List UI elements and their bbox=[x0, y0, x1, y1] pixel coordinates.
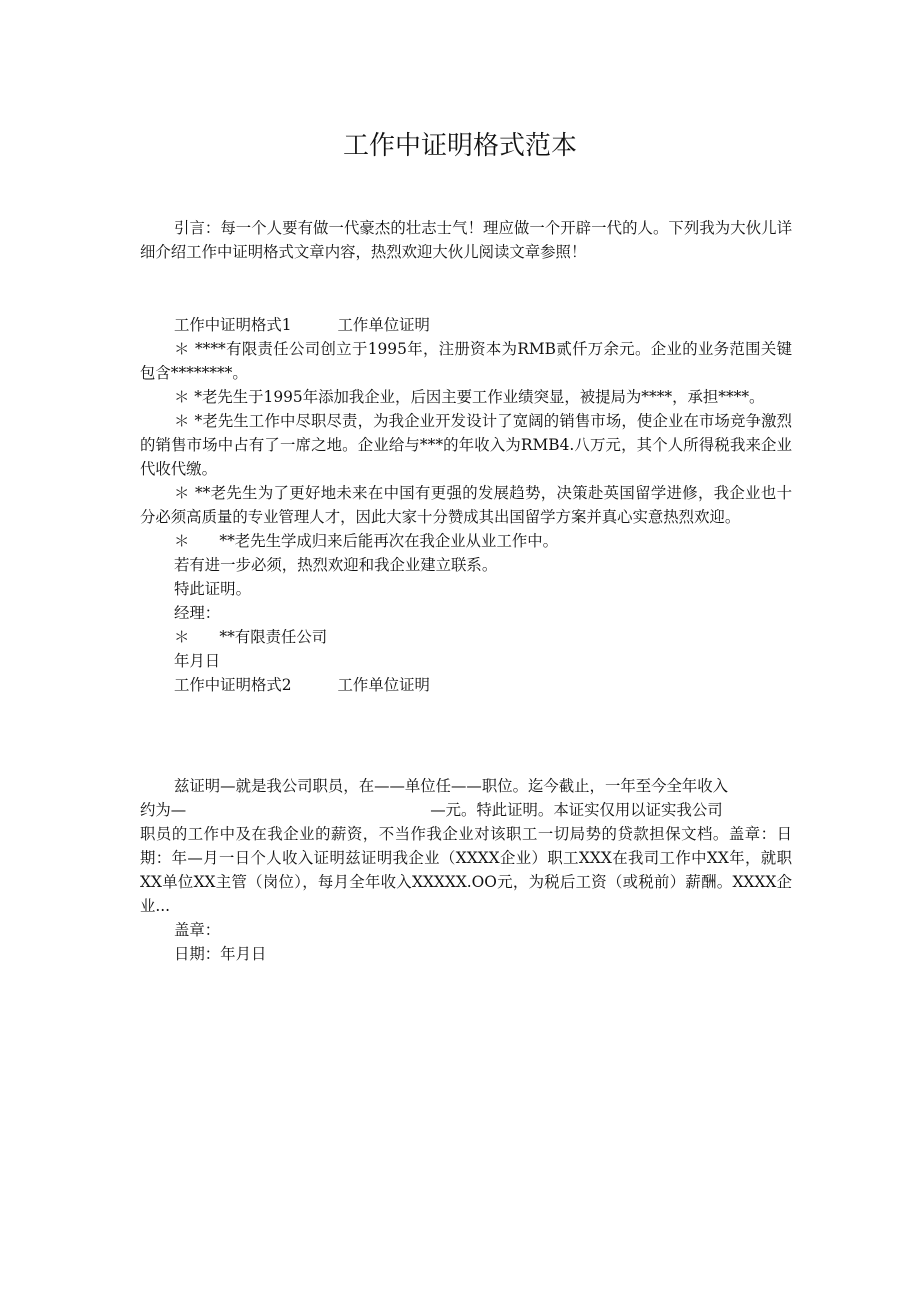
format1-manager: 经理： bbox=[174, 604, 221, 622]
format2-heading-sub: 工作单位证明 bbox=[337, 676, 430, 694]
page-title: 工作中证明格式范本 bbox=[342, 131, 577, 161]
format1-para1: ＊ ****有限责任公司创立于1995年，注册资本为RMB贰仟万余元。企业的业务范围关键包含********。 bbox=[140, 340, 792, 382]
format2-line2-left: 约为— bbox=[140, 801, 187, 819]
format2-line2 bbox=[140, 798, 792, 822]
format2-para-rest: 职员的工作中及在我企业的薪资，不当作我企业对该职工一切局势的贷款担保文档。盖章：日期：年—月一日个人收入证明兹证明我企业（XXXX企业）职工XXX在我司工作中XX年，就职XX单位XX主管（岗位），每月全年收入XXXXX.OO元，为税后工资（或税前）薪酬。XXXX企业... bbox=[140, 825, 792, 915]
format1-para5-text: **老先生学成归来后能再次在我企业从业工作中。 bbox=[219, 532, 559, 550]
format1-heading bbox=[140, 313, 792, 337]
format1-company-line bbox=[140, 625, 792, 649]
format1-company-star: ＊ bbox=[174, 628, 190, 646]
format1-para5-star: ＊ bbox=[174, 532, 190, 550]
format2-line1: 兹证明—就是我公司职员，在——单位任——职位。迄今截止，一年至今全年收入 bbox=[174, 777, 729, 795]
format2-section bbox=[140, 774, 792, 966]
format1-heading-label: 工作中证明格式1 bbox=[174, 316, 292, 334]
format1-para4: ＊ **老先生为了更好地未来在中国有更强的发展趋势，决策赴英国留学进修，我企业也十分必须高质量的专业管理人才，因此大家十分赞成其出国留学方案并真心实意热烈欢迎。 bbox=[140, 484, 792, 526]
format2-date: 日期：年月日 bbox=[174, 945, 267, 963]
format1-para3: ＊ *老先生工作中尽职尽责，为我企业开发设计了宽阔的销售市场，使企业在市场竞争激烈的销售市场中占有了一席之地。企业给与***的年收入为RMB4.八万元，其个人所得税我来企业代收代缴。 bbox=[140, 412, 792, 478]
format2-heading-label: 工作中证明格式2 bbox=[174, 676, 292, 694]
intro-paragraph bbox=[140, 216, 792, 264]
format1-para5 bbox=[140, 529, 792, 553]
format1-date: 年月日 bbox=[174, 652, 221, 670]
intro-text: 引言：每一个人要有做一代豪杰的壮志士气！理应做一个开辟一代的人。下列我为大伙儿详细介绍工作中证明格式文章内容，热烈欢迎大伙儿阅读文章参照！ bbox=[140, 219, 792, 261]
format1-section bbox=[140, 313, 792, 697]
format2-line2-right: —元。特此证明。本证实仅用以证实我公司 bbox=[430, 801, 723, 819]
format1-company: **有限责任公司 bbox=[219, 628, 328, 646]
format1-certify: 特此证明。 bbox=[174, 580, 251, 598]
format1-contact: 若有进一步必须，热烈欢迎和我企业建立联系。 bbox=[174, 556, 498, 574]
format1-para2: ＊ *老先生于1995年添加我企业，后因主要工作业绩突显，被提局为****，承担****。 bbox=[174, 388, 765, 406]
format2-seal: 盖章： bbox=[174, 921, 221, 939]
format2-heading bbox=[140, 673, 792, 697]
format1-heading-sub: 工作单位证明 bbox=[337, 316, 430, 334]
